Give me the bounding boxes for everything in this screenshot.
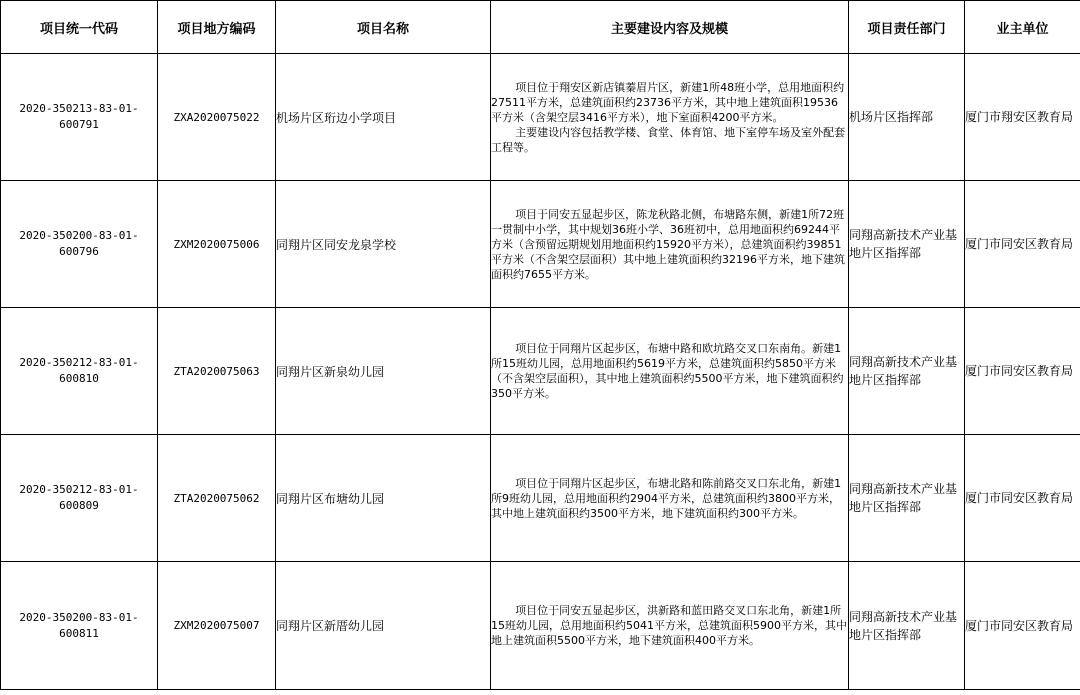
header-unified-code: 项目统一代码 <box>1 1 158 54</box>
unified-code-cell <box>1 435 158 562</box>
table-row <box>1 181 1080 308</box>
unified-code-line: 2020-350200-83-01- <box>19 229 139 242</box>
unified-code-line: 2020-350213-83-01- <box>19 102 139 115</box>
responsible-dept-cell: 同翔高新技术产业基地片区指挥部 <box>849 181 965 308</box>
content-scale-cell <box>491 435 849 562</box>
responsible-dept-cell: 同翔高新技术产业基地片区指挥部 <box>849 562 965 690</box>
unified-code-line: 600791 <box>59 118 99 131</box>
responsible-dept-cell: 同翔高新技术产业基地片区指挥部 <box>849 308 965 435</box>
description-paragraph: 项目于同安五显起步区，陈龙秋路北侧，布塘路东侧，新建1所72班一贯制中小学，其中规划36班小学、36班初中，总用地面积约69244平方米（含预留远期规划用地面积约15920平方米），总建筑面积约39851平方米（不含架空层面积）其中地上建筑面积约32196平方米，地下建筑面积约7655平方米。 <box>491 207 845 281</box>
description-paragraph: 项目位于翔安区新店镇蓁眉片区，新建1所48班小学，总用地面积约27511平方米，总建筑面积约23736平方米，其中地上建筑面积19536平方米（含架空层3416平方米），地下室面积4200平方米。 <box>491 80 845 124</box>
owner-unit-cell: 厦门市同安区教育局 <box>965 562 1080 690</box>
header-local-code: 项目地方编码 <box>158 1 276 54</box>
unified-code-line: 2020-350212-83-01- <box>19 483 139 496</box>
unified-code-cell <box>1 308 158 435</box>
unified-code-cell <box>1 562 158 690</box>
project-name-cell: 同翔片区新厝幼儿园 <box>276 562 491 690</box>
table-row <box>1 308 1080 435</box>
owner-unit-cell: 厦门市同安区教育局 <box>965 308 1080 435</box>
unified-code-line: 600796 <box>59 245 99 258</box>
header-project-name: 项目名称 <box>276 1 491 54</box>
header-row <box>1 1 1080 54</box>
local-code-cell: ZXM2020075007 <box>158 562 276 690</box>
owner-unit-cell: 厦门市同安区教育局 <box>965 435 1080 562</box>
project-name-cell: 同翔片区同安龙泉学校 <box>276 181 491 308</box>
content-scale-cell <box>491 562 849 690</box>
description-paragraph: 主要建设内容包括教学楼、食堂、体育馆、地下室停车场及室外配套工程等。 <box>491 125 846 154</box>
unified-code-line: 2020-350212-83-01- <box>19 356 139 369</box>
local-code-cell: ZXM2020075006 <box>158 181 276 308</box>
owner-unit-cell: 厦门市翔安区教育局 <box>965 54 1080 181</box>
table-row <box>1 562 1080 690</box>
responsible-dept-cell: 同翔高新技术产业基地片区指挥部 <box>849 435 965 562</box>
unified-code-line: 600811 <box>59 626 99 640</box>
content-scale-cell <box>491 181 849 308</box>
local-code-cell: ZTA2020075063 <box>158 308 276 435</box>
content-scale-cell <box>491 54 849 181</box>
project-name-cell: 同翔片区布塘幼儿园 <box>276 435 491 562</box>
project-name-cell: 机场片区珩边小学项目 <box>276 54 491 181</box>
unified-code-cell <box>1 181 158 308</box>
description-paragraph: 项目位于同安五显起步区，洪新路和蓝田路交叉口东北角，新建1所15班幼儿园，总用地面积约5041平方米，总建筑面积5900平方米，其中地上建筑面积5500平方米，地下建筑面积400平方米。 <box>491 604 847 647</box>
local-code-cell: ZTA2020075062 <box>158 435 276 562</box>
header-owner-unit: 业主单位 <box>965 1 1080 54</box>
header-content-scale: 主要建设内容及规模 <box>491 1 849 54</box>
local-code-cell: ZXA2020075022 <box>158 54 276 181</box>
responsible-dept-cell: 机场片区指挥部 <box>849 54 965 181</box>
unified-code-line: 600810 <box>59 372 99 385</box>
table-row <box>1 435 1080 562</box>
description-paragraph: 项目位于同翔片区起步区，布塘北路和陈前路交叉口东北角，新建1所9班幼儿园，总用地面积约2904平方米，总建筑面积约3800平方米，其中地上建筑面积约3500平方米，地下建筑面积约300平方米。 <box>491 476 842 520</box>
content-scale-cell <box>491 308 849 435</box>
project-name-cell: 同翔片区新泉幼儿园 <box>276 308 491 435</box>
unified-code-line: 2020-350200-83-01- <box>19 610 139 624</box>
header-responsible-dept: 项目责任部门 <box>849 1 965 54</box>
description-paragraph: 项目位于同翔片区起步区，布塘中路和欧坑路交叉口东南角。新建1所15班幼儿园，总用地面积约5619平方米，总建筑面积约5850平方米（不含架空层面积），其中地上建筑面积约5500平方米，地下建筑面积约350平方米。 <box>491 342 844 400</box>
table-row <box>1 54 1080 181</box>
unified-code-cell <box>1 54 158 181</box>
owner-unit-cell: 厦门市同安区教育局 <box>965 181 1080 308</box>
unified-code-line: 600809 <box>59 499 99 512</box>
